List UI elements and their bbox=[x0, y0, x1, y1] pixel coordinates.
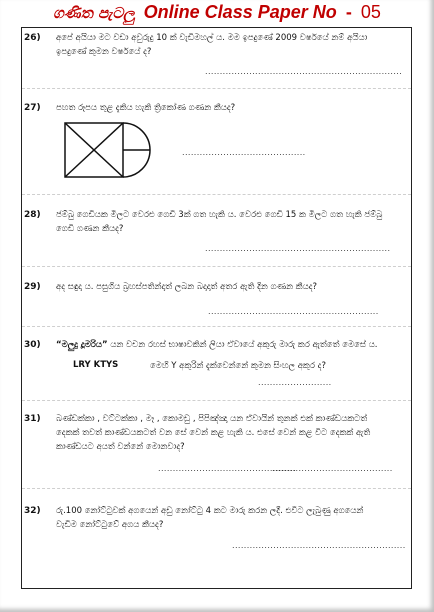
question-line: දෙකක් තවත් කාණ්ඩයකටත් වන සේ වෙන් කළ හැකි ය. එසේ වෙන් කළ විට දෙකක් ඇති bbox=[56, 428, 371, 438]
question-line: මෙහි Y අකුරින් දැක්වෙන්නේ කුමන සිංහල අකුර ද? bbox=[150, 361, 326, 371]
answer-line: ............................................................... bbox=[205, 244, 391, 253]
question-line: ඉපදුණේ කුමන වර්ෂයේ ද? bbox=[56, 47, 152, 57]
question-text bbox=[56, 101, 401, 115]
question-number: 27) bbox=[24, 103, 41, 113]
answer-line: ........................................................... bbox=[232, 541, 406, 550]
question-line: අපේ අයියා මට වඩා අවුරුදු 10 ක් වැඩිමහල් ය. මම ඉපදුණේ 2009 වර්ෂයේ නම් අයියා bbox=[56, 33, 368, 43]
question-number: 29) bbox=[24, 282, 41, 292]
header-paper-number: 05 bbox=[360, 2, 381, 22]
answer-line: ............................................... bbox=[158, 464, 297, 473]
header-title: Online Class Paper No bbox=[143, 2, 337, 22]
question-line: වැඩිම නෝට්ටුවේ අගය කීයද? bbox=[56, 520, 164, 530]
triangle-figure bbox=[64, 122, 160, 178]
question-line: පහත රූපය තුළ දැකිය හැකි ත්‍රිකෝණ ගණන කීයද? bbox=[56, 103, 236, 113]
question-number: 26) bbox=[24, 33, 41, 43]
answer-line: .......................................................... bbox=[208, 307, 379, 316]
question-line: යන වචන රහස් භාෂාවකින් ලියා ඒවායේ අකුරු මාරු කර ඇත්තේ මෙසේ ය. bbox=[107, 340, 378, 350]
page-header bbox=[0, 2, 434, 23]
answer-line: ................................................................... bbox=[205, 67, 403, 76]
header-sinhala-title: ගණිත පැටලු bbox=[53, 4, 135, 22]
answer-line: ......................................... bbox=[272, 464, 393, 473]
question-line: ජම්බු ගෙඩියක මිලට වෙරළු ගෙඩි 3ක් ගත හැකි ය. වෙරළු ගෙඩි 15 ක මිලට ගත හැකි ජම්බු bbox=[56, 210, 383, 220]
answer-line: .......................................... bbox=[182, 148, 306, 157]
separator bbox=[22, 326, 411, 327]
question-line: කාණ්ඩයට අයත් වන්නේ මොනවාද? bbox=[56, 442, 185, 452]
question-line: ගෙඩි ගණන කීයද? bbox=[56, 224, 124, 234]
question-number: 32) bbox=[24, 506, 41, 516]
question-text bbox=[56, 412, 401, 454]
question-text bbox=[56, 280, 401, 294]
code-word: LRY KTYS bbox=[73, 360, 119, 370]
question-line: බණ්ඩක්කා , වට්ටක්කා , මෑ , කොමඩු , පිපිඤ්ඤා යන ඒවායින් තුනක් එක් කාණ්ඩයකටත් bbox=[56, 414, 368, 424]
question-number: 30) bbox=[24, 340, 41, 350]
question-text bbox=[56, 504, 401, 532]
header-dash: - bbox=[345, 2, 352, 22]
question-number: 28) bbox=[24, 210, 41, 220]
quoted-phrase: “මලුදු දූමරිය” bbox=[56, 340, 108, 350]
question-text bbox=[56, 208, 401, 236]
separator bbox=[22, 488, 411, 489]
question-number: 31) bbox=[24, 414, 41, 424]
separator bbox=[22, 194, 411, 195]
question-line: අද සඳුදා ය. පසුගිය බ්‍රහස්පතින්දාත් ලබන බදාදාත් අතර ඇති දින ගණන කීයද? bbox=[56, 282, 317, 292]
question-text bbox=[56, 338, 401, 352]
separator bbox=[22, 400, 411, 401]
question-text bbox=[56, 31, 401, 59]
separator bbox=[22, 266, 411, 267]
separator bbox=[22, 88, 411, 89]
answer-line: ......................... bbox=[258, 378, 332, 387]
question-line: රු.100 නෝට්ටුවක් අගයෙන් අඩු නෝට්ටු 4 කට මාරු කරන ලදී. එවිට ලැබුණු අගයෙන් bbox=[56, 506, 364, 516]
